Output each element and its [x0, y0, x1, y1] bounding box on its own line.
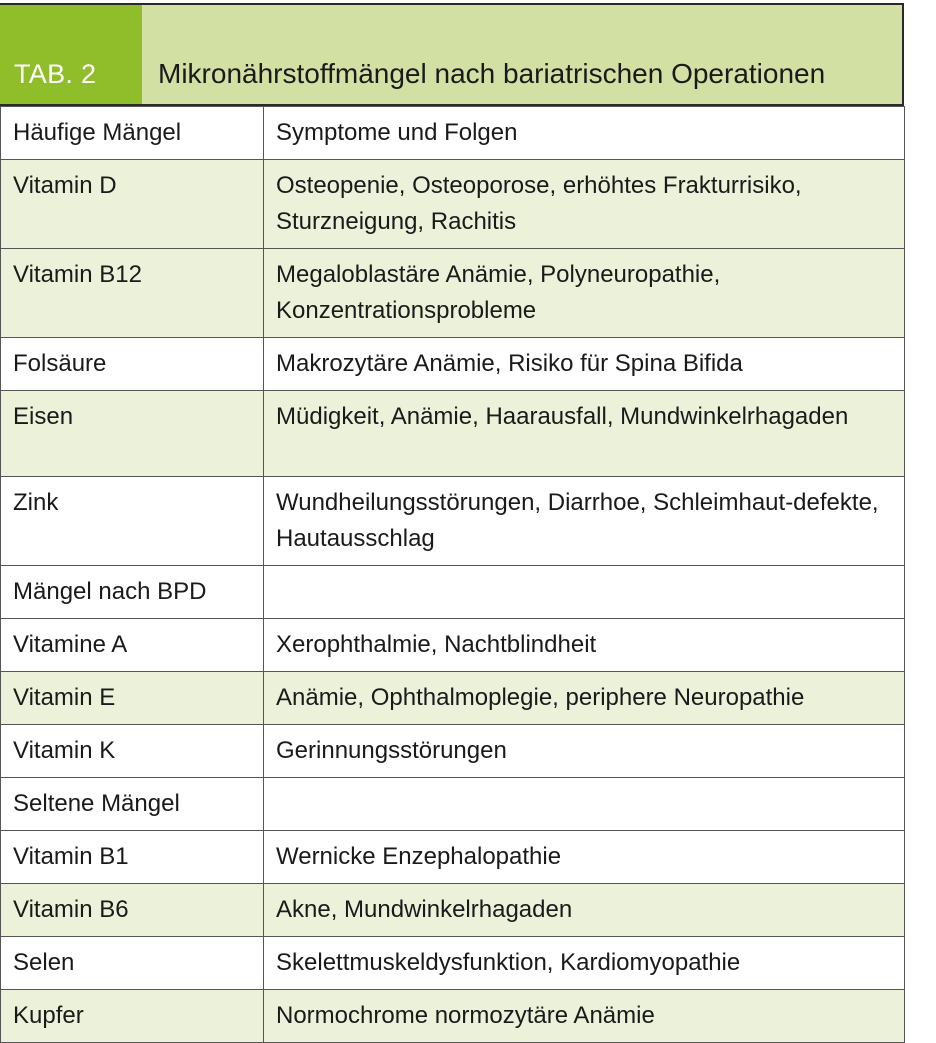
symptoms-cell [264, 566, 905, 619]
nutrient-cell: Mängel nach BPD [1, 566, 264, 619]
table-row [1, 619, 905, 672]
table-row [1, 778, 905, 831]
nutrient-cell: Vitamin B12 [1, 249, 264, 338]
table-row [1, 672, 905, 725]
nutrient-cell: Häufige Mängel [1, 107, 264, 160]
symptoms-cell: Anämie, Ophthalmoplegie, periphere Neuropathie [264, 672, 905, 725]
nutrient-cell: Vitamin E [1, 672, 264, 725]
nutrient-cell: Seltene Mängel [1, 778, 264, 831]
symptoms-cell: Skelettmuskeldysfunktion, Kardiomyopathie [264, 937, 905, 990]
table-title: Mikronährstoffmängel nach bariatrischen Operationen [158, 58, 826, 89]
table-row [1, 160, 905, 249]
symptoms-cell: Makrozytäre Anämie, Risiko für Spina Bifida [264, 338, 905, 391]
symptoms-cell: Megaloblastäre Anämie, Polyneuropathie, Konzentrationsprobleme [264, 249, 905, 338]
symptoms-cell: Wernicke Enzephalopathie [264, 831, 905, 884]
nutrient-cell: Eisen [1, 391, 264, 477]
table-row [1, 107, 905, 160]
nutrient-cell: Vitamine A [1, 619, 264, 672]
table-row [1, 338, 905, 391]
table-row [1, 831, 905, 884]
symptoms-cell: Gerinnungsstörungen [264, 725, 905, 778]
table-row [1, 990, 905, 1043]
nutrient-cell: Vitamin B1 [1, 831, 264, 884]
nutrient-cell: Vitamin D [1, 160, 264, 249]
table-header [0, 3, 904, 106]
table-number-badge: TAB. 2 [0, 5, 142, 104]
table-row [1, 391, 905, 477]
symptoms-cell: Normochrome normozytäre Anämie [264, 990, 905, 1043]
nutrient-cell: Kupfer [1, 990, 264, 1043]
table-row [1, 937, 905, 990]
symptoms-cell: Müdigkeit, Anämie, Haarausfall, Mundwinkelrhagaden [264, 391, 905, 477]
symptoms-cell: Symptome und Folgen [264, 107, 905, 160]
symptoms-cell [264, 778, 905, 831]
nutrient-cell: Zink [1, 477, 264, 566]
symptoms-cell: Osteopenie, Osteoporose, erhöhtes Frakturrisiko, Sturzneigung, Rachitis [264, 160, 905, 249]
table-container [0, 3, 904, 1043]
table-row [1, 725, 905, 778]
symptoms-cell: Xerophthalmie, Nachtblindheit [264, 619, 905, 672]
micronutrient-table [0, 106, 905, 1043]
table-row [1, 477, 905, 566]
nutrient-cell: Vitamin K [1, 725, 264, 778]
nutrient-cell: Selen [1, 937, 264, 990]
nutrient-cell: Folsäure [1, 338, 264, 391]
table-row [1, 566, 905, 619]
table-body [1, 107, 905, 1043]
symptoms-cell: Wundheilungsstörungen, Diarrhoe, Schleimhaut-defekte, Hautausschlag [264, 477, 905, 566]
table-row [1, 884, 905, 937]
nutrient-cell: Vitamin B6 [1, 884, 264, 937]
table-row [1, 249, 905, 338]
symptoms-cell: Akne, Mundwinkelrhagaden [264, 884, 905, 937]
